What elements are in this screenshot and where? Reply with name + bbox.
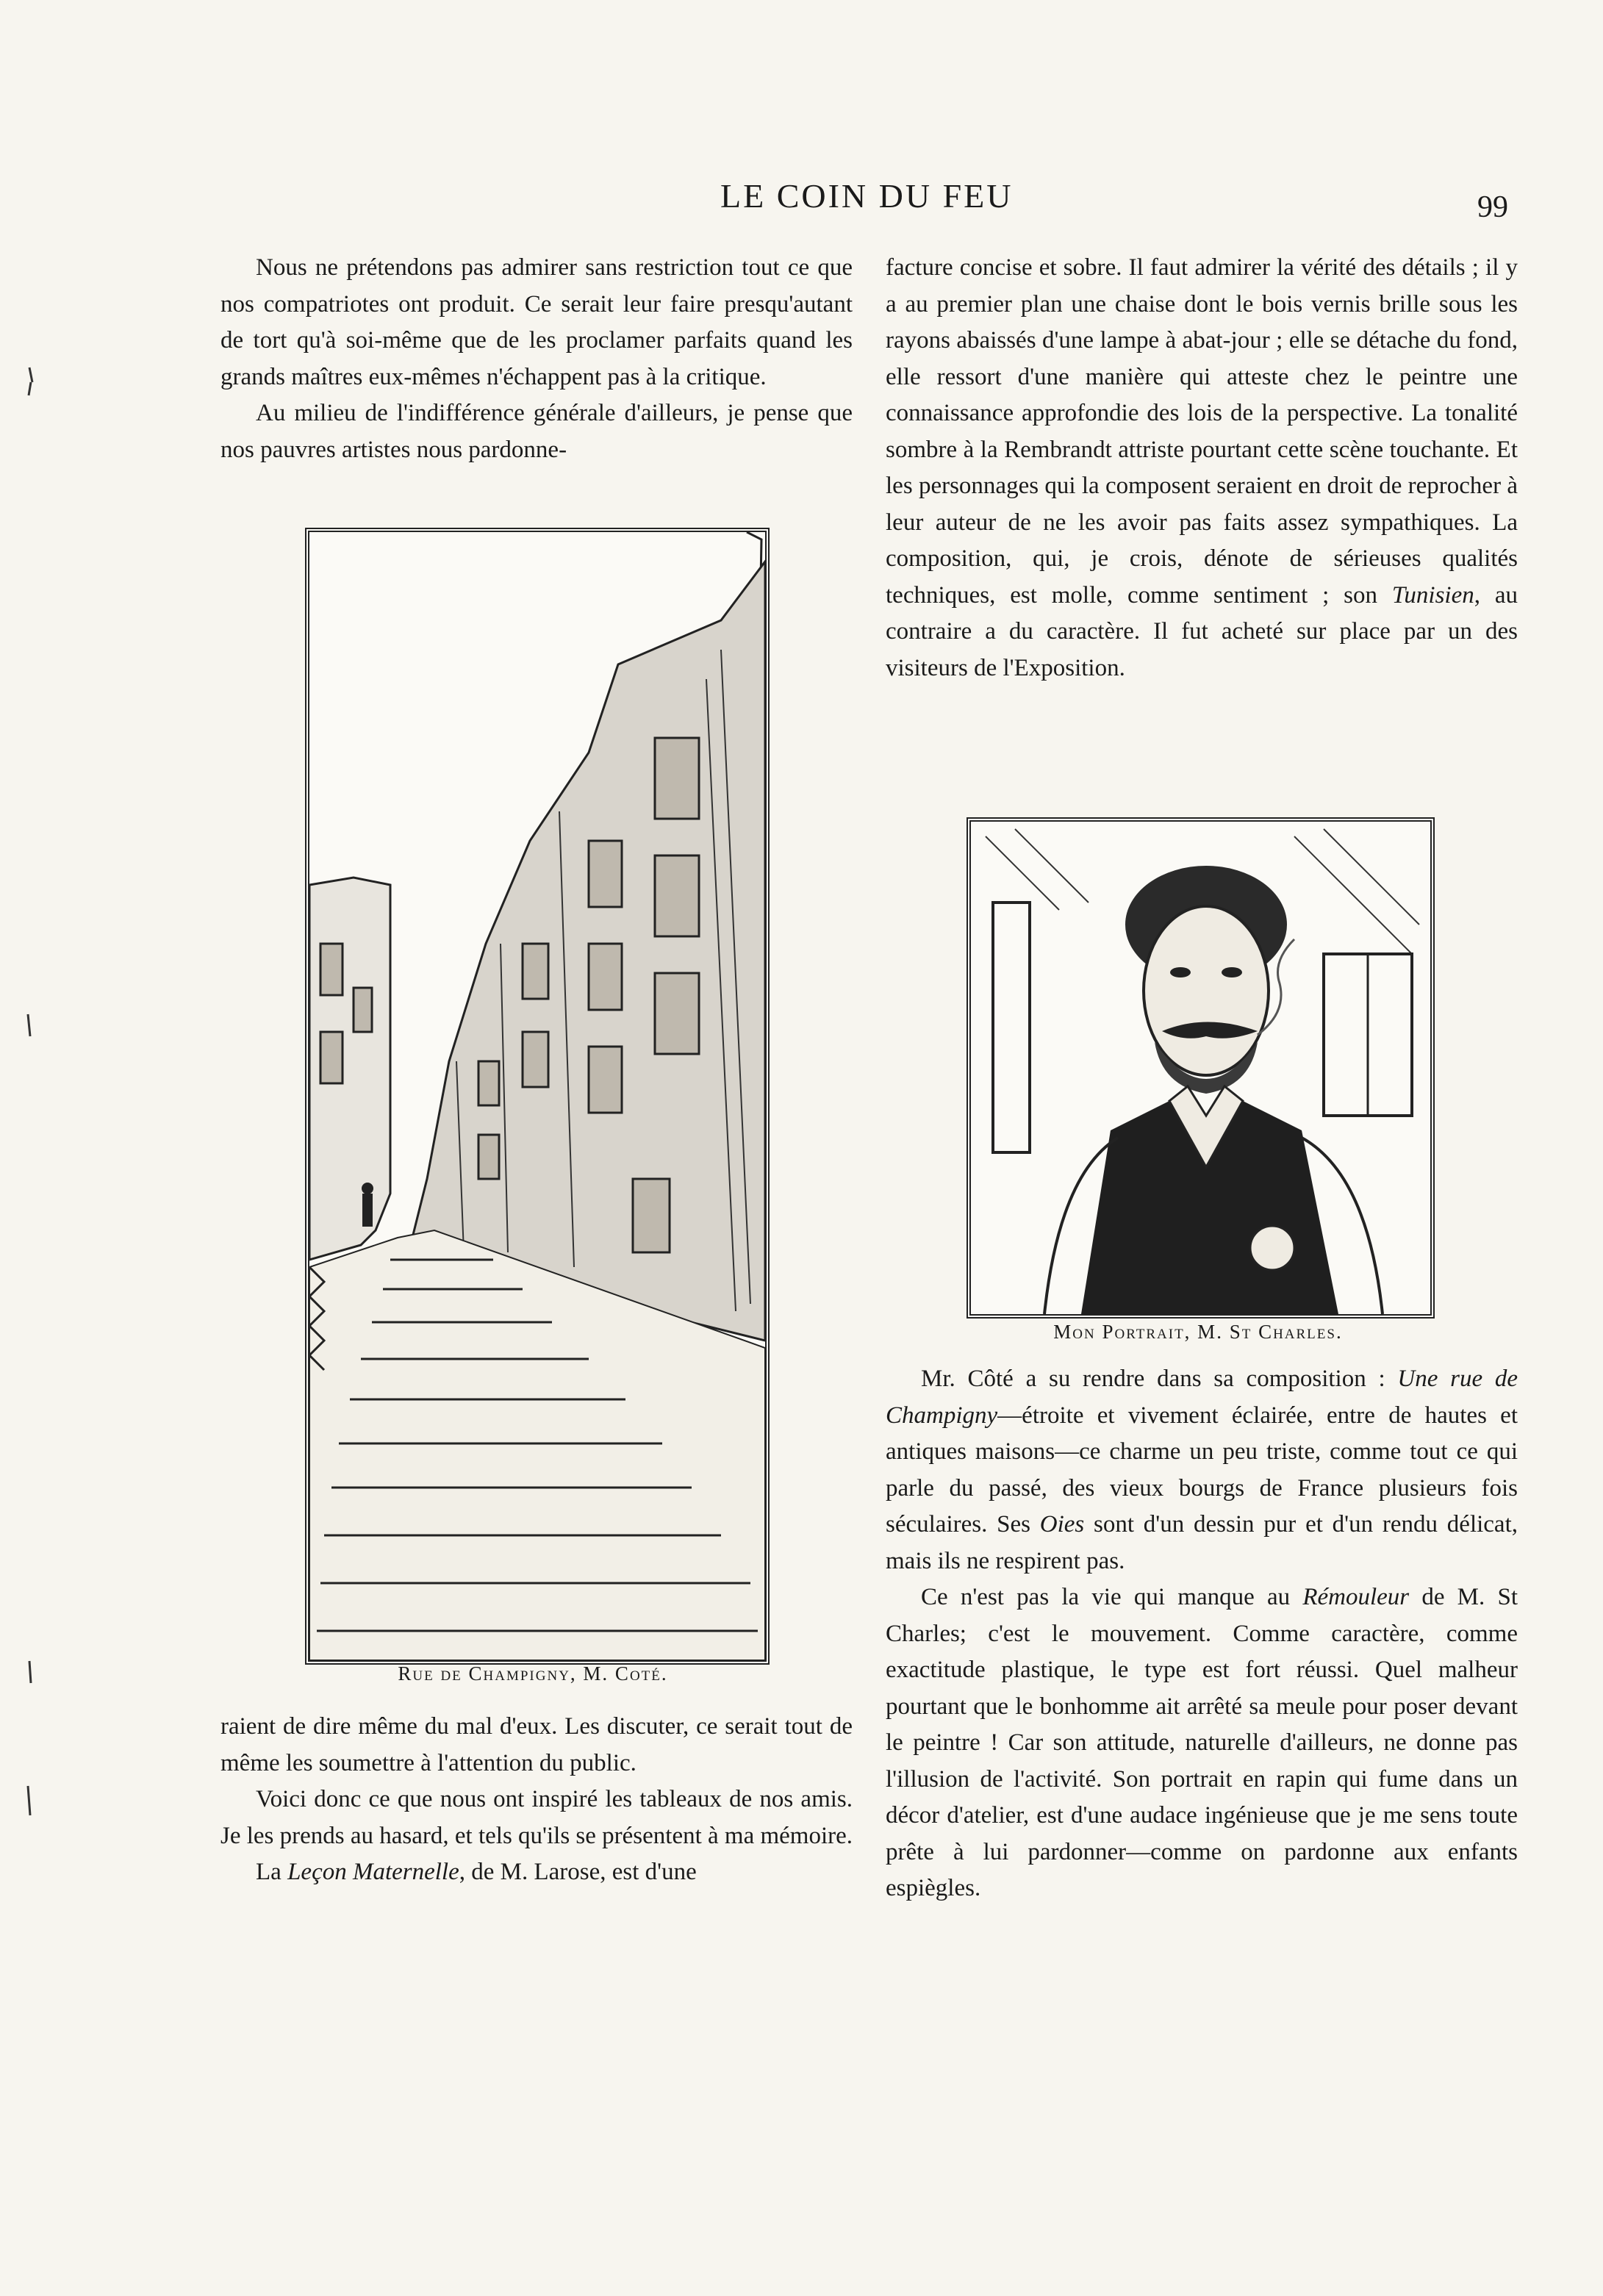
text-run: Ce n'est pas la vie qui manque au [921,1584,1303,1610]
artwork-title: Oies [1039,1511,1085,1538]
portrait-drawing [971,822,1430,1314]
left-column-bottom [220,1709,853,1891]
text-run: La [256,1859,288,1885]
portrait-caption: Mon Portrait, M. St Charles. [1053,1321,1343,1343]
text-run: , de M. Larose, est d'une [459,1859,697,1885]
text-run: , au contraire a du caractère. Il fut acheté sur place par un des visiteurs de l'Exposition. [886,581,1518,681]
portrait-illustration [967,817,1435,1319]
page-number: 99 [1477,190,1508,224]
artwork-title: Rémouleur [1302,1584,1410,1610]
paragraph [886,1579,1518,1907]
text-run: facture concise et sobre. Il faut admirer la vérité des détails ; il y a au premier plan une chaise dont le bois vernis brille sous les rayons abaissés d'une lampe à abat-jour ; elle se détache du fond, elle ressort d'une manière qui atteste chez le peintre une connaissance approfondie des lois de la perspective. La tonalité sombre à la Rembrandt attriste pourtant cette scène touchante. Et les personnages qui la composent seraient en droit de reprocher à leur auteur de ne les avoir pas faits assez sympathiques. La composition, qui, je crois, dénote de sérieuses qualités techniques, est molle, comme sentiment ; son [886,254,1518,609]
text-run: —étroite et vivement éclairée, entre de hautes et antiques maisons—ce charme un peu triste, comme tout ce qui parle du passé, des vieux bourgs de France plusieurs fois séculaires. Ses [886,1402,1518,1538]
artwork-title: Leçon Maternelle [287,1859,459,1885]
right-column-bottom [886,1361,1518,1907]
paragraph [220,1854,853,1891]
paragraph [886,1361,1518,1579]
running-title: LE COIN DU FEU [720,177,1014,215]
artwork-title: Une rue de Champigny [886,1366,1518,1429]
text-run: Mr. Côté a su rendre dans sa composition : [921,1366,1398,1392]
left-column-top [220,250,853,468]
street-caption: Rue de Champigny, M. Coté. [398,1662,668,1685]
page-edge-marks [0,0,44,2296]
paragraph: Au milieu de l'indifférence générale d'ailleurs, je pense que nos pauvres artistes nous pardonne- [220,400,853,463]
street-illustration [305,528,770,1665]
paragraph: Voici donc ce que nous ont inspiré les tableaux de nos amis. Je les prends au hasard, et tels qu'ils se présentent à ma mémoire. [220,1786,853,1849]
paragraph: Nous ne prétendons pas admirer sans restriction tout ce que nos compatriotes ont produit. Ce serait leur faire presqu'autant de tort qu'à soi-même que de les proclamer parfaits quand les grands maîtres eux-mêmes n'échappent pas à la critique. [220,254,853,390]
paragraph [886,250,1518,686]
street-drawing [309,532,765,1660]
artwork-title: Tunisien [1391,581,1474,609]
text-run: sont d'un dessin pur et d'un rendu délicat, mais ils ne respirent pas. [886,1511,1518,1574]
right-column-top [886,250,1518,686]
text-run: de M. St Charles; c'est le mouvement. Comme caractère, comme exactitude plastique, le type est fort réussi. Quel malheur pourtant que le bonhomme ait arrêté sa meule pour poser devant le peintre ! Car son attitude, naturelle d'ailleurs, ne donne pas l'illusion de l'activité. Son portrait en rapin qui fume dans un décor d'atelier, est d'une audace ingénieuse que je me sens toute prête à lui pardonner—comme on pardonne aux enfants espiègles. [886,1584,1518,1901]
paragraph: raient de dire même du mal d'eux. Les discuter, ce serait tout de même les soumettre à l'attention du public. [220,1713,853,1776]
